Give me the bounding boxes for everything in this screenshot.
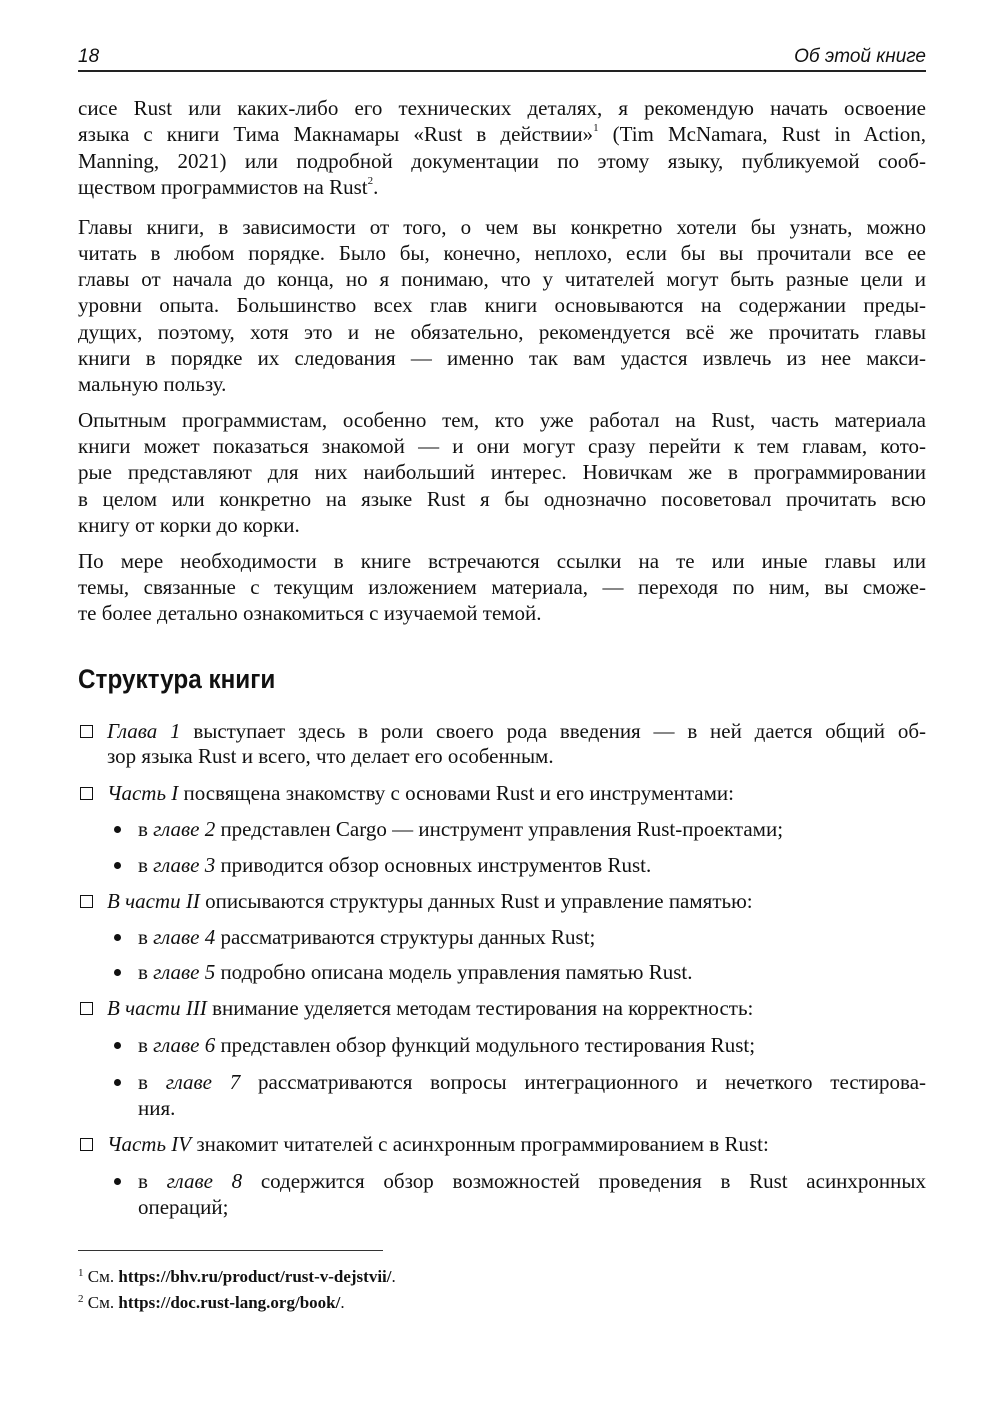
- paragraph-line: уровни опыта. Большинство всех глав книги основываются на содержании преды-: [78, 293, 926, 317]
- paragraph-line: дущих, поэтому, хотя это и не обязательно, рекомендуется всё же прочитать главы: [78, 320, 926, 344]
- checkbox-bullet-icon: [80, 895, 93, 908]
- list-item: в главе 2 представлен Cargo — инструмент управления Rust-проектами;: [138, 817, 784, 841]
- paragraph-line: читать в любом порядке. Было бы, конечно, неплохо, если бы вы прочитали все ее: [78, 241, 926, 265]
- list-item: В части II описываются структуры данных Rust и управление памятью:: [107, 889, 753, 913]
- paragraph-line: те более детально ознакомиться с изучаемой темой.: [78, 601, 542, 625]
- bullet-icon: [114, 969, 121, 976]
- list-item-continuation: ния.: [138, 1096, 176, 1120]
- paragraph-line: мальную пользу.: [78, 372, 227, 396]
- footnote-link[interactable]: https://doc.rust-lang.org/book/: [118, 1293, 341, 1312]
- footnote-ref[interactable]: 1: [593, 122, 599, 134]
- checkbox-bullet-icon: [80, 1138, 93, 1151]
- list-item: в главе 7 рассматриваются вопросы интеграционного и нечеткого тестирова-: [138, 1070, 927, 1094]
- page-header: [78, 44, 926, 72]
- list-item: в главе 6 представлен обзор функций модульного тестирования Rust;: [138, 1033, 756, 1057]
- checkbox-bullet-icon: [80, 787, 93, 800]
- list-item: в главе 3 приводится обзор основных инструментов Rust.: [138, 853, 652, 877]
- paragraph-line: книгу от корки до корки.: [78, 513, 300, 537]
- paragraph-line: главы от начала до конца, но я понимаю, что у читателей могут быть разные цели и: [78, 267, 926, 291]
- list-item: Часть I посвящена знакомству с основами Rust и его инструментами:: [107, 781, 734, 805]
- paragraph-line: рые представляют для них наибольший интерес. Новичкам же в программировании: [78, 460, 926, 484]
- footnote-link[interactable]: https://bhv.ru/product/rust-v-dejstvii/: [118, 1267, 392, 1286]
- paragraph-line: ществом программистов на Rust$^2$.: [78, 175, 379, 199]
- paragraph-line: темы, связанные с текущим изложением материала, — переходя по ним, вы сможе-: [78, 575, 926, 599]
- footnote-divider: [78, 1250, 383, 1251]
- paragraph-line: сисе Rust или каких-либо его технических деталях, я рекомендую начать освоение: [78, 96, 926, 120]
- running-title: Об этой книге: [794, 46, 926, 67]
- list-item: Часть IV знакомит читателей с асинхронным программированием в Rust:: [107, 1132, 769, 1156]
- footnote: $^1$ См. https://bhv.ru/product/rust-v-dejstvii/.: [78, 1267, 396, 1286]
- list-item: Глава 1 выступает здесь в роли своего рода введения — в ней дается общий об-: [107, 719, 926, 743]
- paragraph-line: Опытным программистам, особенно тем, кто уже работал на Rust, часть материала: [78, 408, 926, 432]
- list-item: В части III внимание уделяется методам тестирования на корректность:: [107, 996, 754, 1020]
- paragraph-line: книги может показаться знакомой — и они могут сразу перейти к тем главам, кото-: [78, 434, 926, 458]
- paragraph-line: Главы книги, в зависимости от того, о чем вы конкретно хотели бы узнать, можно: [78, 215, 926, 239]
- bullet-icon: [114, 826, 121, 833]
- footnote: $^2$ См. https://doc.rust-lang.org/book/.: [78, 1293, 345, 1312]
- bullet-icon: [114, 862, 121, 869]
- paragraph-line: По мере необходимости в книге встречаются ссылки на те или иные главы или: [78, 549, 926, 573]
- section-heading: Структура книги: [78, 664, 276, 694]
- page-number: 18: [78, 46, 100, 67]
- list-item-continuation: операций;: [138, 1195, 229, 1219]
- footnote-ref[interactable]: 2: [367, 175, 374, 187]
- list-item: в главе 8 содержится обзор возможностей проведения в Rust асинхронных: [138, 1169, 927, 1193]
- paragraph-line: Manning, 2021) или подробной документации по этому языку, публикуемой сооб-: [78, 149, 926, 173]
- bullet-icon: [114, 934, 121, 941]
- bullet-icon: [114, 1178, 121, 1185]
- list-item-continuation: зор языка Rust и всего, что делает его особенным.: [107, 744, 554, 768]
- paragraph-line: в целом или конкретно на языке Rust я бы однозначно посоветовал прочитать всю: [78, 487, 926, 511]
- paragraph-line: книги в порядке их следования — именно так вам удастся извлечь из нее макси-: [78, 346, 926, 370]
- list-item: в главе 5 подробно описана модель управления памятью Rust.: [138, 960, 693, 984]
- checkbox-bullet-icon: [80, 725, 93, 738]
- bullet-icon: [114, 1079, 121, 1086]
- list-item: в главе 4 рассматриваются структуры данных Rust;: [138, 925, 596, 949]
- checkbox-bullet-icon: [80, 1002, 93, 1015]
- bullet-icon: [114, 1042, 121, 1049]
- paragraph-line: языка с книги Тима Макнамары «Rust в действии»$^1$ (Tim McNamara, Rust in Action,: [78, 122, 926, 146]
